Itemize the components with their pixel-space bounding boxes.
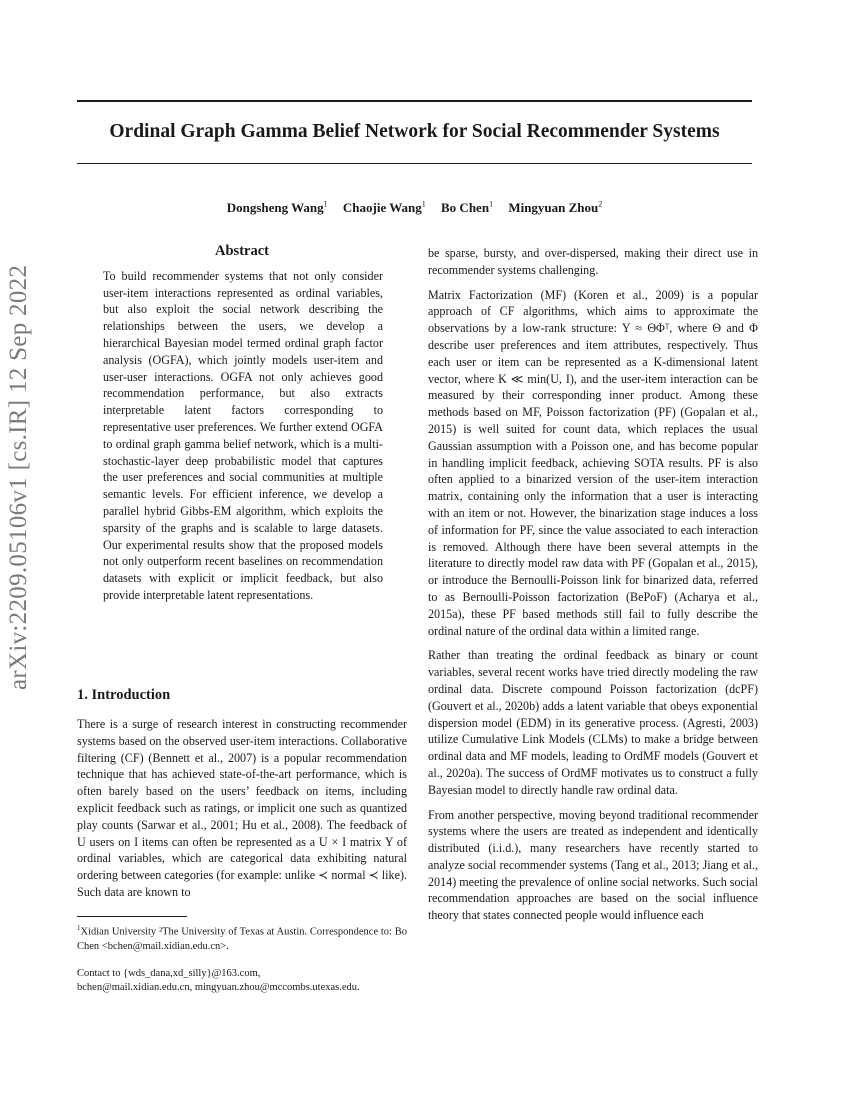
arxiv-identifier-stamp: arXiv:2209.05106v1 [cs.IR] 12 Sep 2022	[5, 264, 32, 690]
affiliation-footnote: $^1$Xidian University ²The University of Texas at Austin. Correspondence to: Bo Chen <bchen@mail.xidian.edu.cn>.	[77, 924, 407, 952]
author: Dongsheng Wang$^1$	[226, 200, 328, 216]
abstract-heading: Abstract	[215, 243, 269, 259]
author: Mingyuan Zhou$^2$	[508, 200, 603, 216]
body-paragraph: be sparse, bursty, and over-dispersed, making their direct use in recommender systems challenging.	[428, 246, 758, 277]
left-column	[77, 243, 407, 993]
body-paragraph: Matrix Factorization (MF) (Koren et al., 2009) is a popular approach of CF algorithms, which aims to approximate the observations by a low-rank structure: Y ≈ ΘΦᵀ, where Θ and Φ describe user preferences and item attributes, respectively. Thus each user or item can be represented as a K-dimensional latent vector, where K ≪ min(U, I), and the user-item interaction can be measured by their corresponding inner product. Among these methods based on MF, Poisson factorization (PF) (Gopalan et al., 2015) is well suited for count data, which replaces the usual Gaussian assumption with a Poisson one, and has become popular in handling implicit feedback, achieving SOTA results. PF is also often applied to a binarized version of the user-item interaction matrix, containing only the information that a user is interacting with an item or not. However, the binarization stage induces a loss of information for PF, since the value associated to each interaction is removed. Although there have been several attempts in the literature to directly model raw data with PF (Gopalan et al., 2015), or introduce the Bernoulli-Poisson link for binarized data, referred to as Bernoulli-Poisson factorization (BePoF) (Acharya et al., 2015a), these PF based methods still fail to fully describe the ordinal nature of the ordinal data within a limited range.	[428, 287, 758, 638]
body-paragraph: Rather than treating the ordinal feedback as binary or count variables, several recent works have tried directly modeling the raw ordinal data. Discrete compound Poisson factorization (dcPF) (Gouvert et al., 2020b) adds a latent variable that obeys exponential dispersion model (EDM) in its generative process. (Agresti, 2003) utilize Cumulative Link Models (CLMs) to make a bridge between ordinal data and MF models, leading to OrdMF models (Gouvert et al., 2020a). The success of OrdMF motivates us to construct a fully Bayesian model to directly handle raw ordinal data.	[428, 648, 758, 797]
title-rule-bottom	[77, 163, 752, 164]
title-rule-top	[77, 100, 752, 102]
author-list	[77, 197, 752, 216]
introduction-text: There is a surge of research interest in constructing recommender systems based on the observed user-item interactions. Collaborative filtering (CF) (Bennett et al., 2007) is a popular recommendation technique that has achieved state-of-the-art performance, which is often barely based on the users’ feedback on items, including explicit feedback such as ratings, or implicit one such as quantized play counts (Sarwar et al., 2001; Hu et al., 2008). The feedback of U users on I items can often be represented as a U × I matrix Y of ordinal variables, which are categorical data exhibiting natural ordering between categories (for example: unlike ≺ normal ≺ like). Such data are known to	[77, 717, 407, 899]
author: Bo Chen$^1$	[441, 200, 494, 216]
contact-line: bchen@mail.xidian.edu.cn, mingyuan.zhou@mccombs.utexas.edu.	[77, 982, 360, 993]
paper-title: Ordinal Graph Gamma Belief Network for Social Recommender Systems	[109, 121, 720, 142]
footnote-rule	[77, 916, 187, 917]
introduction-heading: 1. Introduction	[77, 687, 171, 703]
contact-footnote	[77, 967, 417, 995]
contact-line: Contact to {wds_dana,xd_silly}@163.com,	[77, 968, 261, 979]
body-paragraph: From another perspective, moving beyond traditional recommender systems where the users are treated as independent and identically distributed (i.i.d.), many researchers have recently started to analyze social recommender systems (Tang et al., 2013; Jiang et al., 2014) meeting the prevalence of online social networks. Such social recommendation approaches are based on the social influence theory that states connected people would influence each	[428, 807, 758, 923]
right-column	[428, 245, 758, 932]
abstract-text: To build recommender systems that not only consider user-item interactions represented as ordinal variables, but also exploit the social network describing the relationships between the users, we develop a hierarchical Bayesian model termed ordinal graph factor analysis (OGFA), which jointly models user-item and user-user interactions. OGFA not only achieves good recommendation performance, but also extracts interpretable latent factors corresponding to representative user preferences. We further extend OGFA to ordinal graph gamma belief network, which is a multi-stochastic-layer deep probabilistic model that captures the user preferences and social communities at multiple semantic levels. For efficient inference, we develop a parallel hybrid Gibbs-EM algorithm, which exploits the sparsity of the graphs and is scalable to large datasets. Our experimental results show that the proposed models not only outperform recent baselines on recommendation datasets with explicit or implicit feedback, but also provide interpretable latent representations.	[103, 268, 383, 602]
author: Chaojie Wang$^1$	[342, 200, 426, 216]
